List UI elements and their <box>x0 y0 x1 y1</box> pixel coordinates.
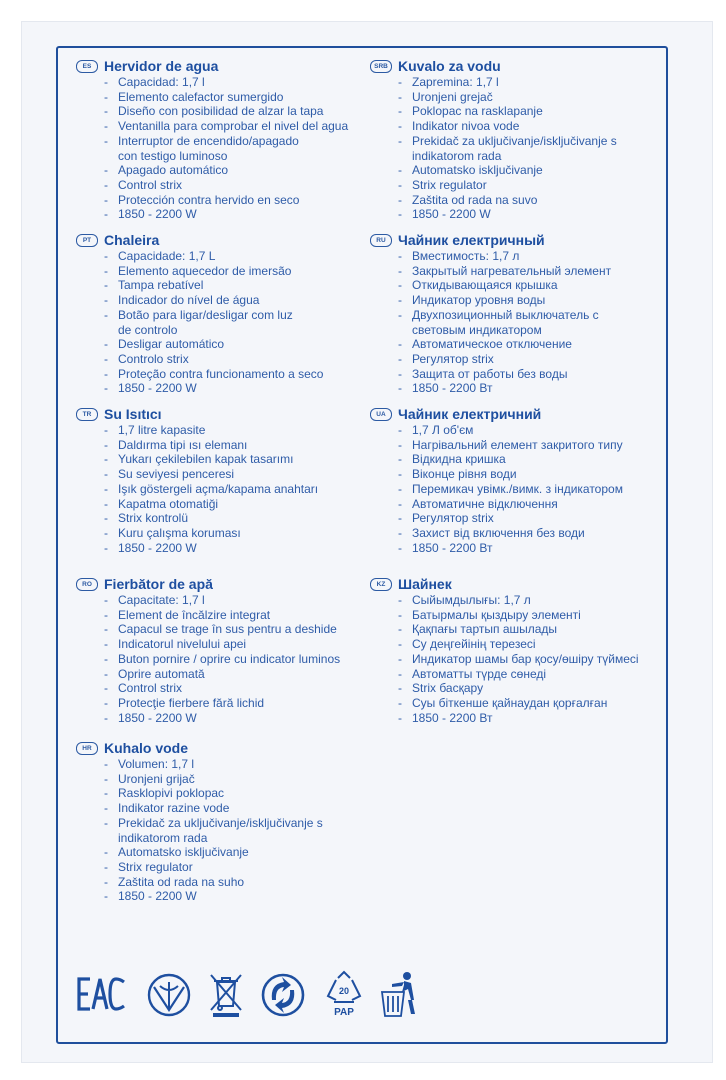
feature-item: - Protección contra hervido en seco <box>104 193 348 208</box>
section-title: Su Isıtıcı <box>104 406 162 422</box>
feature-item: - Indicatorul nivelului apei <box>104 637 340 652</box>
feature-item: - Su seviyesi penceresi <box>104 467 318 482</box>
feature-item: - Kapatma otomatiği <box>104 497 318 512</box>
feature-list <box>398 423 623 555</box>
feature-item: - Oprire automată <box>104 667 340 682</box>
language-code-badge: PT <box>76 234 98 247</box>
feature-item: - Rasklopivi poklopac <box>104 786 323 801</box>
feature-item: - Strix regulator <box>104 860 323 875</box>
feature-item: - Prekidač za uključivanje/isključivanje s <box>398 134 617 149</box>
section-title: Hervidor de agua <box>104 58 219 74</box>
feature-item: - Суы біткенше қайнаудан қорғалған <box>398 696 639 711</box>
feature-item: - Kuru çalışma koruması <box>104 526 318 541</box>
feature-item: - Buton pornire / oprire cu indicator luminos <box>104 652 340 667</box>
language-code-badge: ES <box>76 60 98 73</box>
language-code-badge: SRB <box>370 60 392 73</box>
eac-mark-icon <box>76 976 128 1012</box>
feature-item: - 1850 - 2200 Вт <box>398 381 611 396</box>
language-code-badge: UA <box>370 408 392 421</box>
feature-item: - Control strix <box>104 178 348 193</box>
feature-item: - Strix басқару <box>398 681 639 696</box>
feature-item: - Защита от работы без воды <box>398 367 611 382</box>
feature-item: - Су деңгейінің терезесі <box>398 637 639 652</box>
feature-item: indikatorom rada <box>412 148 502 163</box>
feature-item: - 1850 - 2200 W <box>104 889 323 904</box>
feature-item: - 1,7 Л об'єм <box>398 423 623 438</box>
feature-item: - 1850 - 2200 Вт <box>398 711 639 726</box>
feature-item: - Uronjeni grejač <box>398 90 617 105</box>
feature-item: - Prekidač za uključivanje/isključivanje s <box>104 816 323 831</box>
feature-item: - 1,7 litre kapasite <box>104 423 318 438</box>
conformity-mark-icon <box>146 972 192 1018</box>
feature-item: - Перемикач увімк./вимк. з індикатором <box>398 482 623 497</box>
tidy-man-icon <box>378 970 424 1020</box>
feature-item: - Відкидна кришка <box>398 452 623 467</box>
feature-item: - Elemento calefactor sumergido <box>104 90 348 105</box>
feature-item: - Индикатор шамы бар қосу/өшіру түймесі <box>398 652 639 667</box>
feature-item: - 1850 - 2200 Вт <box>398 541 623 556</box>
feature-list <box>104 757 323 904</box>
feature-item: - Automatsko isključivanje <box>104 845 323 860</box>
weee-bin-icon <box>208 972 244 1018</box>
feature-item: - Uronjeni grijač <box>104 772 323 787</box>
feature-item: con testigo luminoso <box>118 148 228 163</box>
feature-item: - Proteção contra funcionamento a seco <box>104 367 323 382</box>
section-title: Chaleira <box>104 232 160 248</box>
feature-item: - Volumen: 1,7 l <box>104 757 323 772</box>
svg-text:20: 20 <box>338 986 350 996</box>
feature-item: - Нагрівальний елемент закритого типу <box>398 438 623 453</box>
feature-item: de controlo <box>118 322 178 337</box>
feature-item: - Yukarı çekilebilen kapak tasarımı <box>104 452 318 467</box>
feature-item: - Автоматты түрде сөнеді <box>398 667 639 682</box>
feature-item: - Регулятор strix <box>398 511 623 526</box>
feature-item: - Daldırma tipi ısı elemanı <box>104 438 318 453</box>
green-dot-icon <box>260 972 306 1018</box>
language-code-badge: RO <box>76 578 98 591</box>
feature-item: - Ventanilla para comprobar el nivel del agua <box>104 119 348 134</box>
feature-item: - Zaštita od rada na suvo <box>398 193 617 208</box>
feature-list <box>398 75 617 222</box>
feature-item: indikatorom rada <box>118 830 208 845</box>
section-title: Чайник електричний <box>398 406 542 422</box>
feature-item: - Батырмалы қыздыру элементі <box>398 608 639 623</box>
feature-item: - Desligar automático <box>104 337 323 352</box>
feature-item: - Strix regulator <box>398 178 617 193</box>
svg-text:EAC: EAC <box>76 976 79 977</box>
feature-item: световым индикатором <box>412 322 542 337</box>
language-code-badge: RU <box>370 234 392 247</box>
feature-item: - Capacidad: 1,7 l <box>104 75 348 90</box>
feature-list <box>104 75 348 222</box>
language-code-badge: KZ <box>370 578 392 591</box>
section-title: Шайнек <box>398 576 452 592</box>
feature-item: - Индикатор уровня воды <box>398 293 611 308</box>
feature-item: - Capacul se trage în sus pentru a deshide <box>104 622 340 637</box>
feature-list <box>398 249 611 396</box>
feature-item: - Откидывающаяся крышка <box>398 278 611 293</box>
feature-item: - Capacidade: 1,7 L <box>104 249 323 264</box>
feature-list <box>398 593 639 725</box>
feature-item: - Zaštita od rada na suho <box>104 875 323 890</box>
svg-text:PAP: PAP <box>334 1007 354 1018</box>
feature-item: - Сыйымдылығы: 1,7 л <box>398 593 639 608</box>
feature-item: - Автоматическое отключение <box>398 337 611 352</box>
pap-recycling-icon <box>322 970 366 1020</box>
feature-item: - 1850 - 2200 W <box>104 711 340 726</box>
feature-item: - Қақпағы тартып ашылады <box>398 622 639 637</box>
feature-item: - Control strix <box>104 681 340 696</box>
feature-item: - 1850 - 2200 W <box>104 381 323 396</box>
feature-item: - Indikator razine vode <box>104 801 323 816</box>
section-title: Kuhalo vode <box>104 740 189 756</box>
feature-item: - Двухпозиционный выключатель с <box>398 308 611 323</box>
feature-item: - Indicador do nível de água <box>104 293 323 308</box>
feature-item: - Автоматичне відключення <box>398 497 623 512</box>
feature-item: - Захист від включення без води <box>398 526 623 541</box>
section-title: Чайник електричный <box>398 232 545 248</box>
feature-item: - Protecţie fierbere fără lichid <box>104 696 340 711</box>
feature-item: - Tampa rebatível <box>104 278 323 293</box>
section-title: Fierbător de apă <box>104 576 213 592</box>
feature-item: - Віконце рівня води <box>398 467 623 482</box>
feature-item: - Регулятор strix <box>398 352 611 367</box>
feature-list <box>104 249 323 396</box>
feature-item: - Element de încălzire integrat <box>104 608 340 623</box>
feature-item: - Automatsko isključivanje <box>398 163 617 178</box>
feature-item: - Botão para ligar/desligar com luz <box>104 308 323 323</box>
language-code-badge: HR <box>76 742 98 755</box>
feature-list <box>104 593 340 725</box>
feature-item: - Interruptor de encendido/apagado <box>104 134 348 149</box>
feature-item: - Zapremina: 1,7 l <box>398 75 617 90</box>
feature-item: - Poklopac na rasklapanje <box>398 104 617 119</box>
feature-list <box>104 423 318 555</box>
feature-item: - 1850 - 2200 W <box>104 207 348 222</box>
feature-item: - Вместимость: 1,7 л <box>398 249 611 264</box>
feature-item: - Strix kontrolü <box>104 511 318 526</box>
feature-item: - Diseño con posibilidad de alzar la tapa <box>104 104 348 119</box>
feature-item: - Indikator nivoa vode <box>398 119 617 134</box>
feature-item: - Закрытый нагревательный элемент <box>398 264 611 279</box>
feature-item: - Işık göstergeli açma/kapama anahtarı <box>104 482 318 497</box>
language-code-badge: TR <box>76 408 98 421</box>
section-title: Kuvalo za vodu <box>398 58 501 74</box>
feature-item: - Apagado automático <box>104 163 348 178</box>
feature-item: - Elemento aquecedor de imersão <box>104 264 323 279</box>
feature-item: - Capacitate: 1,7 l <box>104 593 340 608</box>
feature-item: - Controlo strix <box>104 352 323 367</box>
feature-item: - 1850 - 2200 W <box>104 541 318 556</box>
feature-item: - 1850 - 2200 W <box>398 207 617 222</box>
